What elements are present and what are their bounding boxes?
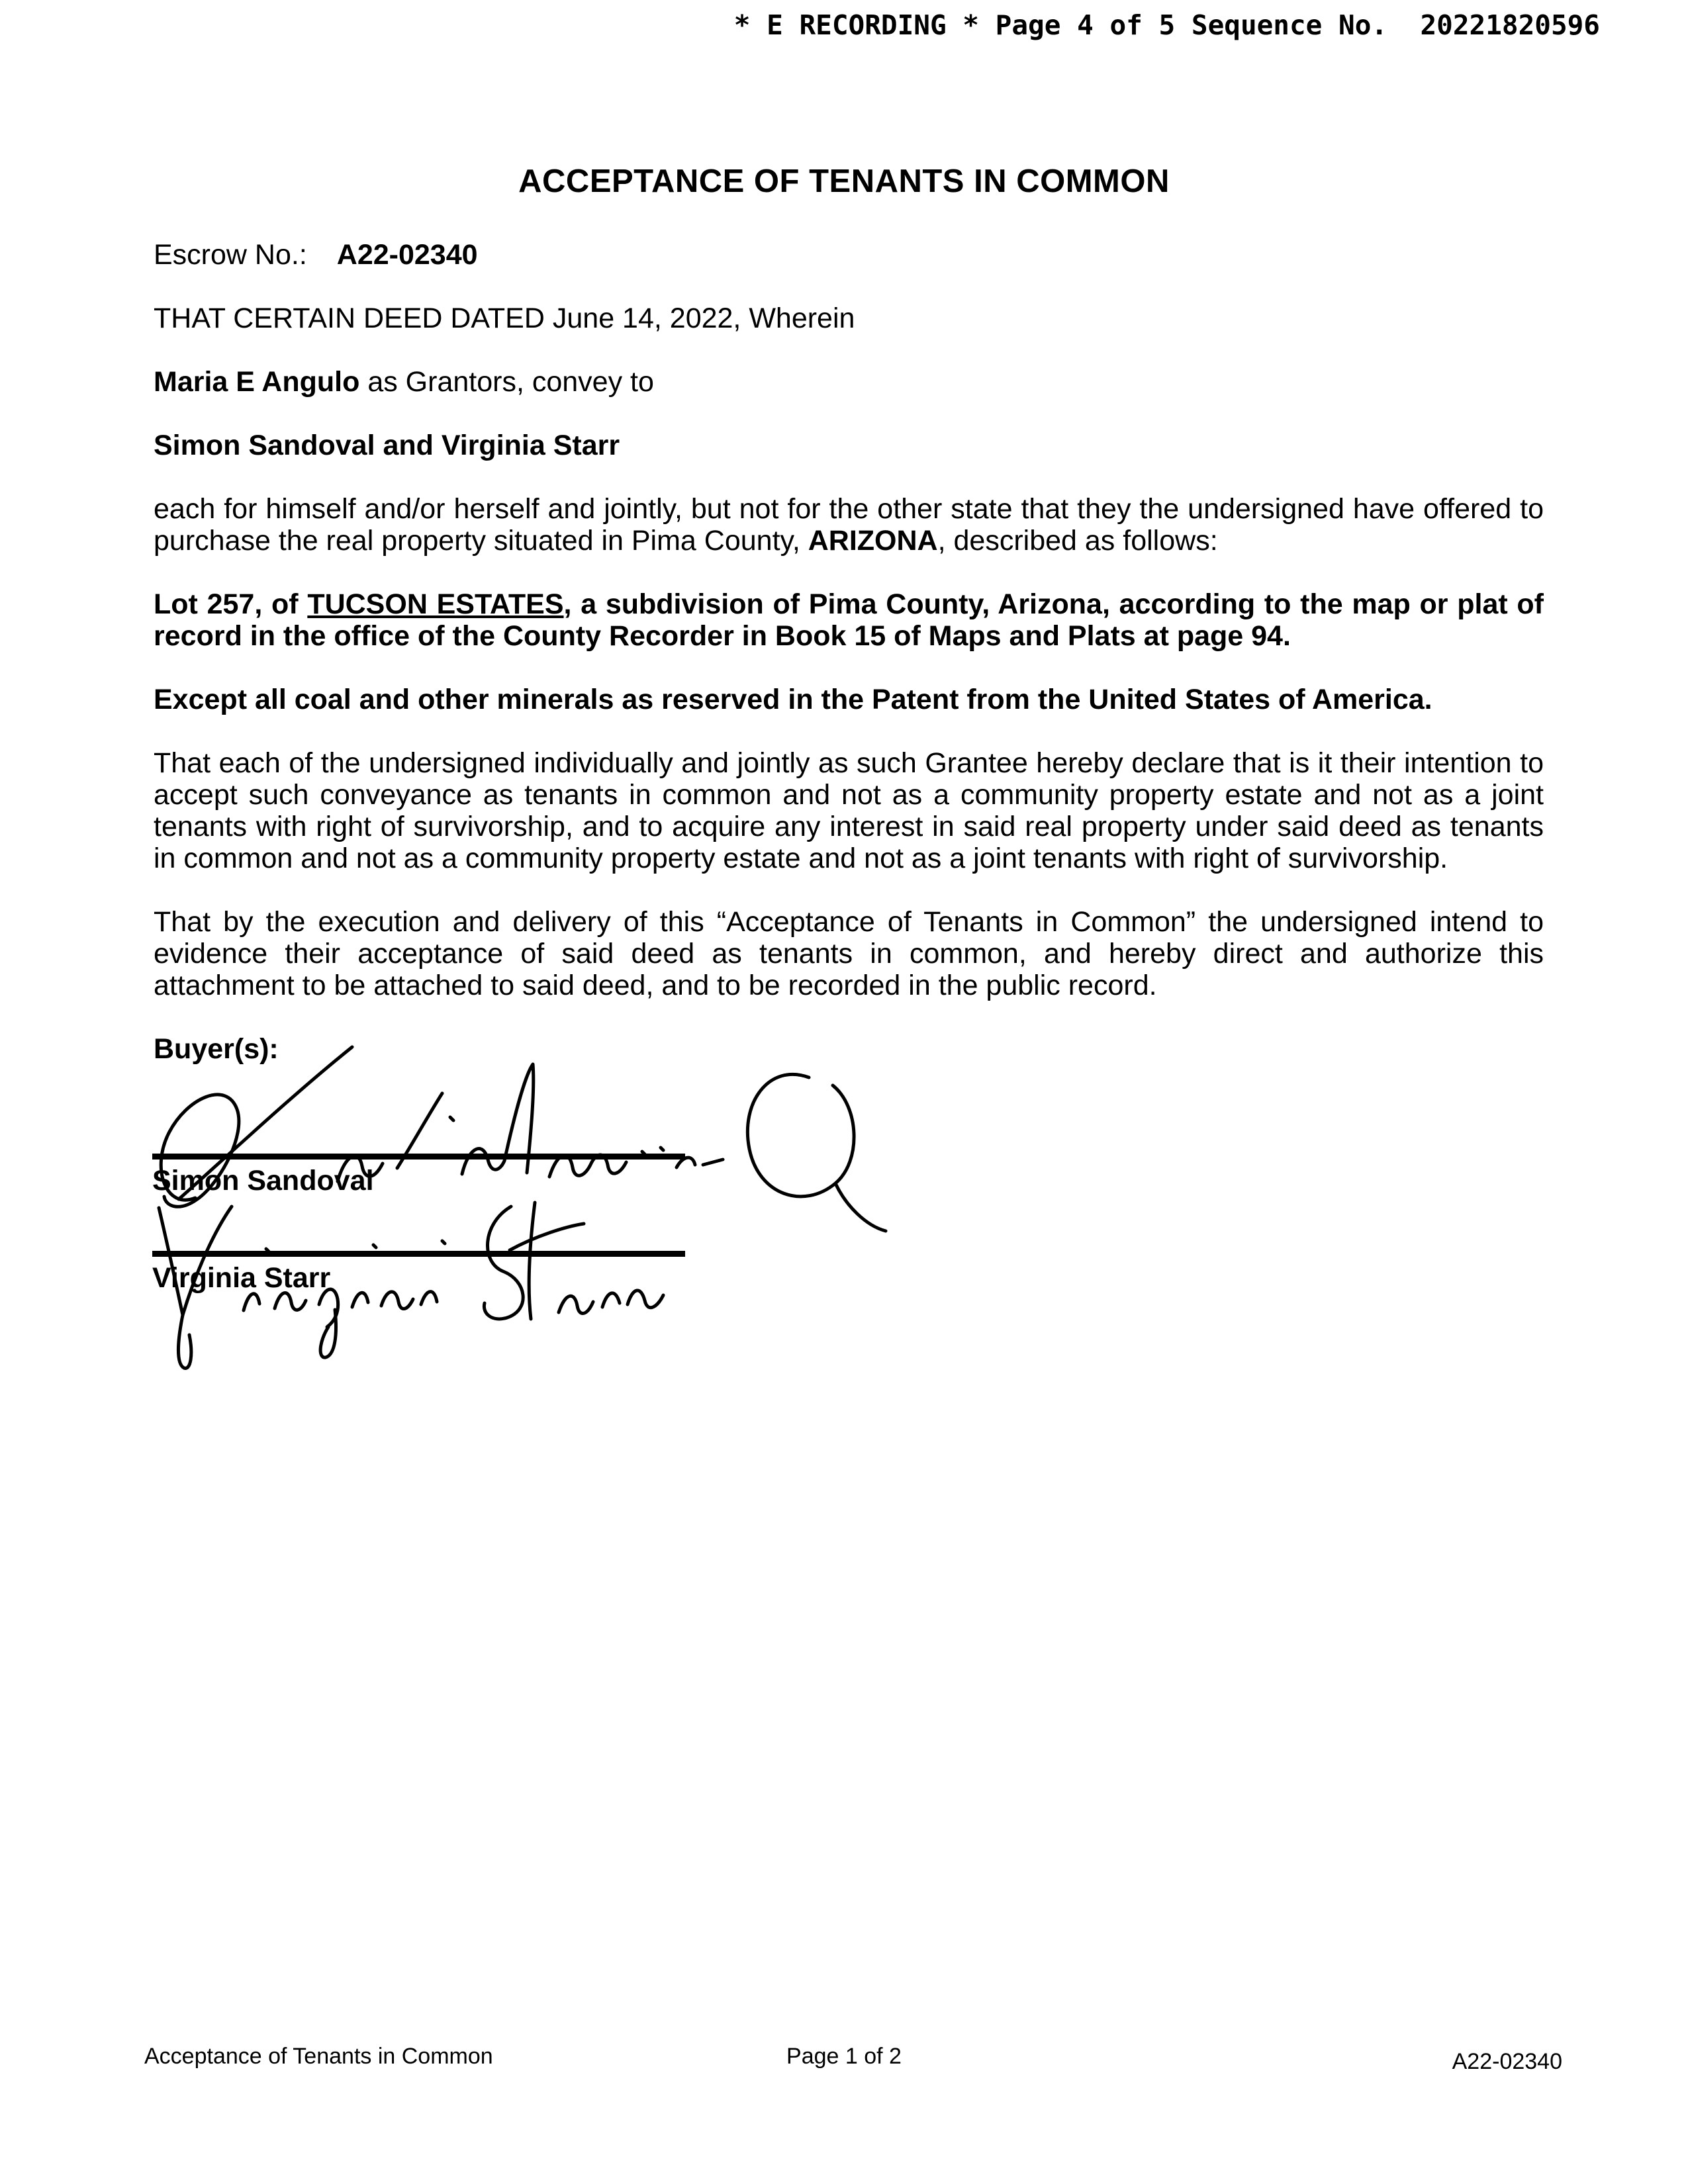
legal-text-before: Lot 257, of bbox=[154, 588, 308, 620]
document-title: ACCEPTANCE OF TENANTS IN COMMON bbox=[518, 163, 1170, 199]
offer-state: ARIZONA bbox=[808, 525, 938, 557]
signature-line-virginia-starr bbox=[152, 1251, 685, 1257]
offer-text-after: , described as follows: bbox=[937, 525, 1218, 557]
legal-text-after: , a subdivision of Pima County, Arizona, according to the map or plat of record in the office of the County Recorder in Book 15 of Maps and Plats at page 94. bbox=[154, 588, 1544, 652]
signer-name-simon-sandoval: Simon Sandoval bbox=[152, 1165, 374, 1197]
grantor-line bbox=[154, 366, 654, 398]
escrow-label: Escrow No.: bbox=[154, 239, 307, 271]
footer-document-name: Acceptance of Tenants in Common bbox=[144, 2044, 493, 2069]
buyers-heading: Buyer(s): bbox=[154, 1033, 279, 1065]
footer-escrow-number: A22-02340 bbox=[1452, 2049, 1562, 2074]
grantee-line: Simon Sandoval and Virginia Starr bbox=[154, 430, 620, 461]
footer-page-number: Page 1 of 2 bbox=[786, 2044, 902, 2069]
execution-paragraph: That by the execution and delivery of this “Acceptance of Tenants in Common” the undersigned intend to evidence their acceptance of said deed as tenants in common, and hereby direct and authorize this attachment to be attached to said deed, and to be recorded in the public record. bbox=[154, 906, 1544, 1001]
grantor-line-rest: as Grantors, convey to bbox=[359, 366, 654, 398]
legal-subdivision: TUCSON ESTATES bbox=[307, 588, 564, 620]
offer-text-before: each for himself and/or herself and jointly, but not for the other state that they the undersigned have offered to purchase the real property situated in Pima County, bbox=[154, 493, 1544, 557]
signer-name-virginia-starr: Virginia Starr bbox=[152, 1262, 331, 1294]
mineral-reservation-line: Except all coal and other minerals as reserved in the Patent from the United States of America. bbox=[154, 684, 1432, 715]
offer-paragraph bbox=[154, 493, 1544, 557]
escrow-number: A22-02340 bbox=[336, 239, 478, 271]
signature-line-simon-sandoval bbox=[152, 1154, 685, 1160]
e-recording-banner: * E RECORDING * Page 4 of 5 Sequence No. 20221820596 bbox=[733, 9, 1600, 41]
declaration-paragraph: That each of the undersigned individually and jointly as such Grantee hereby declare that is it their intention to accept such conveyance as tenants in common and not as a community property estate and not as a joint tenants with right of survivorship, and to acquire any interest in said real property under said deed as tenants in common and not as a community property estate and not as a joint tenants with right of survivorship. bbox=[154, 747, 1544, 874]
legal-description-paragraph bbox=[154, 588, 1544, 652]
grantor-name: Maria E Angulo bbox=[154, 366, 360, 398]
deed-date-line: THAT CERTAIN DEED DATED June 14, 2022, Wherein bbox=[154, 302, 855, 334]
escrow-line bbox=[154, 239, 478, 271]
